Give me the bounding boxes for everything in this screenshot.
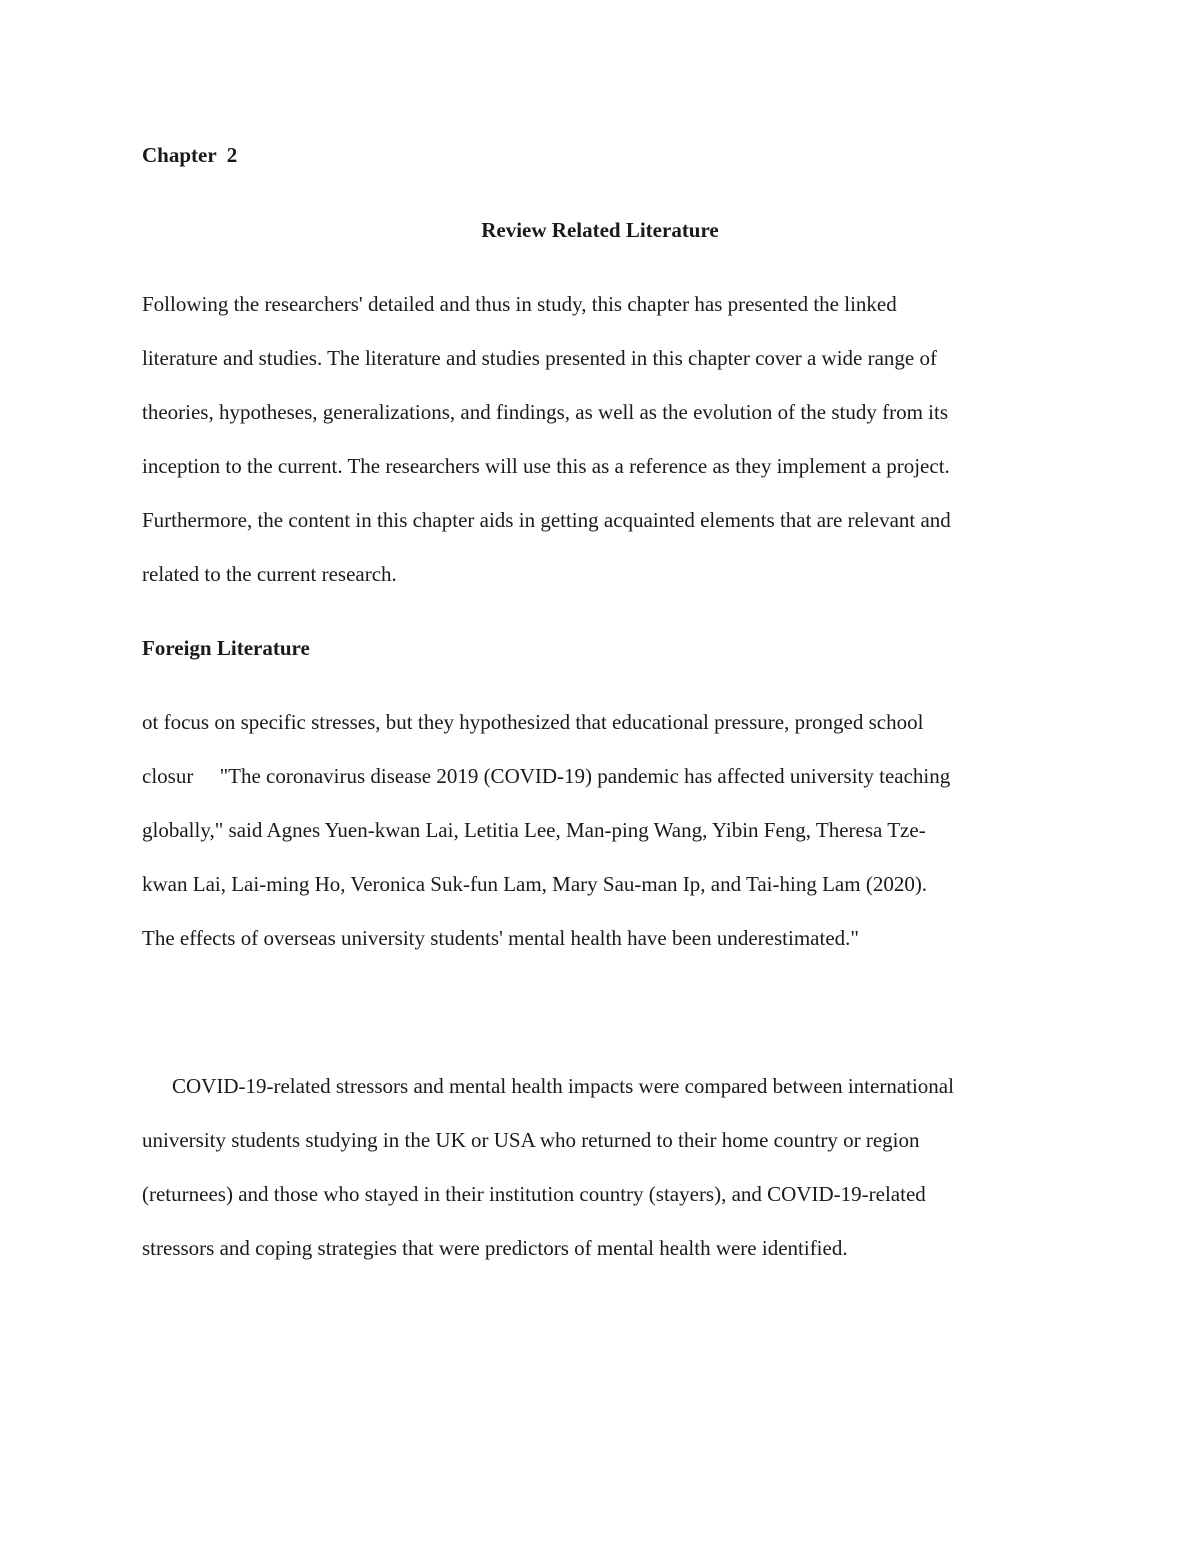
section-title: Review Related Literature — [481, 218, 719, 242]
foreign-literature-heading: Foreign Literature — [142, 636, 310, 660]
covid-line: stressors and coping strategies that were predictors of mental health were identified. — [142, 1236, 848, 1260]
intro-line: related to the current research. — [142, 562, 397, 586]
intro-line: Following the researchers' detailed and thus in study, this chapter has presented the linked — [142, 292, 897, 316]
chapter-label: Chapter 2 — [142, 143, 238, 167]
intro-line: literature and studies. The literature and studies presented in this chapter cover a wide range of — [142, 346, 937, 370]
foreign-line: globally," said Agnes Yuen-kwan Lai, Letitia Lee, Man-ping Wang, Yibin Feng, Theresa Tze- — [142, 818, 926, 842]
foreign-line: kwan Lai, Lai-ming Ho, Veronica Suk-fun Lam, Mary Sau-man Ip, and Tai-hing Lam (2020). — [142, 872, 928, 896]
intro-line: inception to the current. The researchers will use this as a reference as they implement a project. — [142, 454, 950, 478]
foreign-line: ot focus on specific stresses, but they hypothesized that educational pressure, pronged school — [142, 710, 924, 734]
intro-line: theories, hypotheses, generalizations, and findings, as well as the evolution of the study from its — [142, 400, 948, 424]
covid-line: (returnees) and those who stayed in their institution country (stayers), and COVID-19-related — [142, 1182, 926, 1206]
covid-line: COVID-19-related stressors and mental health impacts were compared between international — [172, 1074, 954, 1098]
foreign-line: closur "The coronavirus disease 2019 (COVID-19) pandemic has affected university teaching — [142, 764, 951, 788]
foreign-line: The effects of overseas university students' mental health have been underestimated." — [142, 926, 859, 950]
intro-line: Furthermore, the content in this chapter aids in getting acquainted elements that are relevant and — [142, 508, 951, 532]
covid-line: university students studying in the UK or USA who returned to their home country or region — [142, 1128, 920, 1152]
